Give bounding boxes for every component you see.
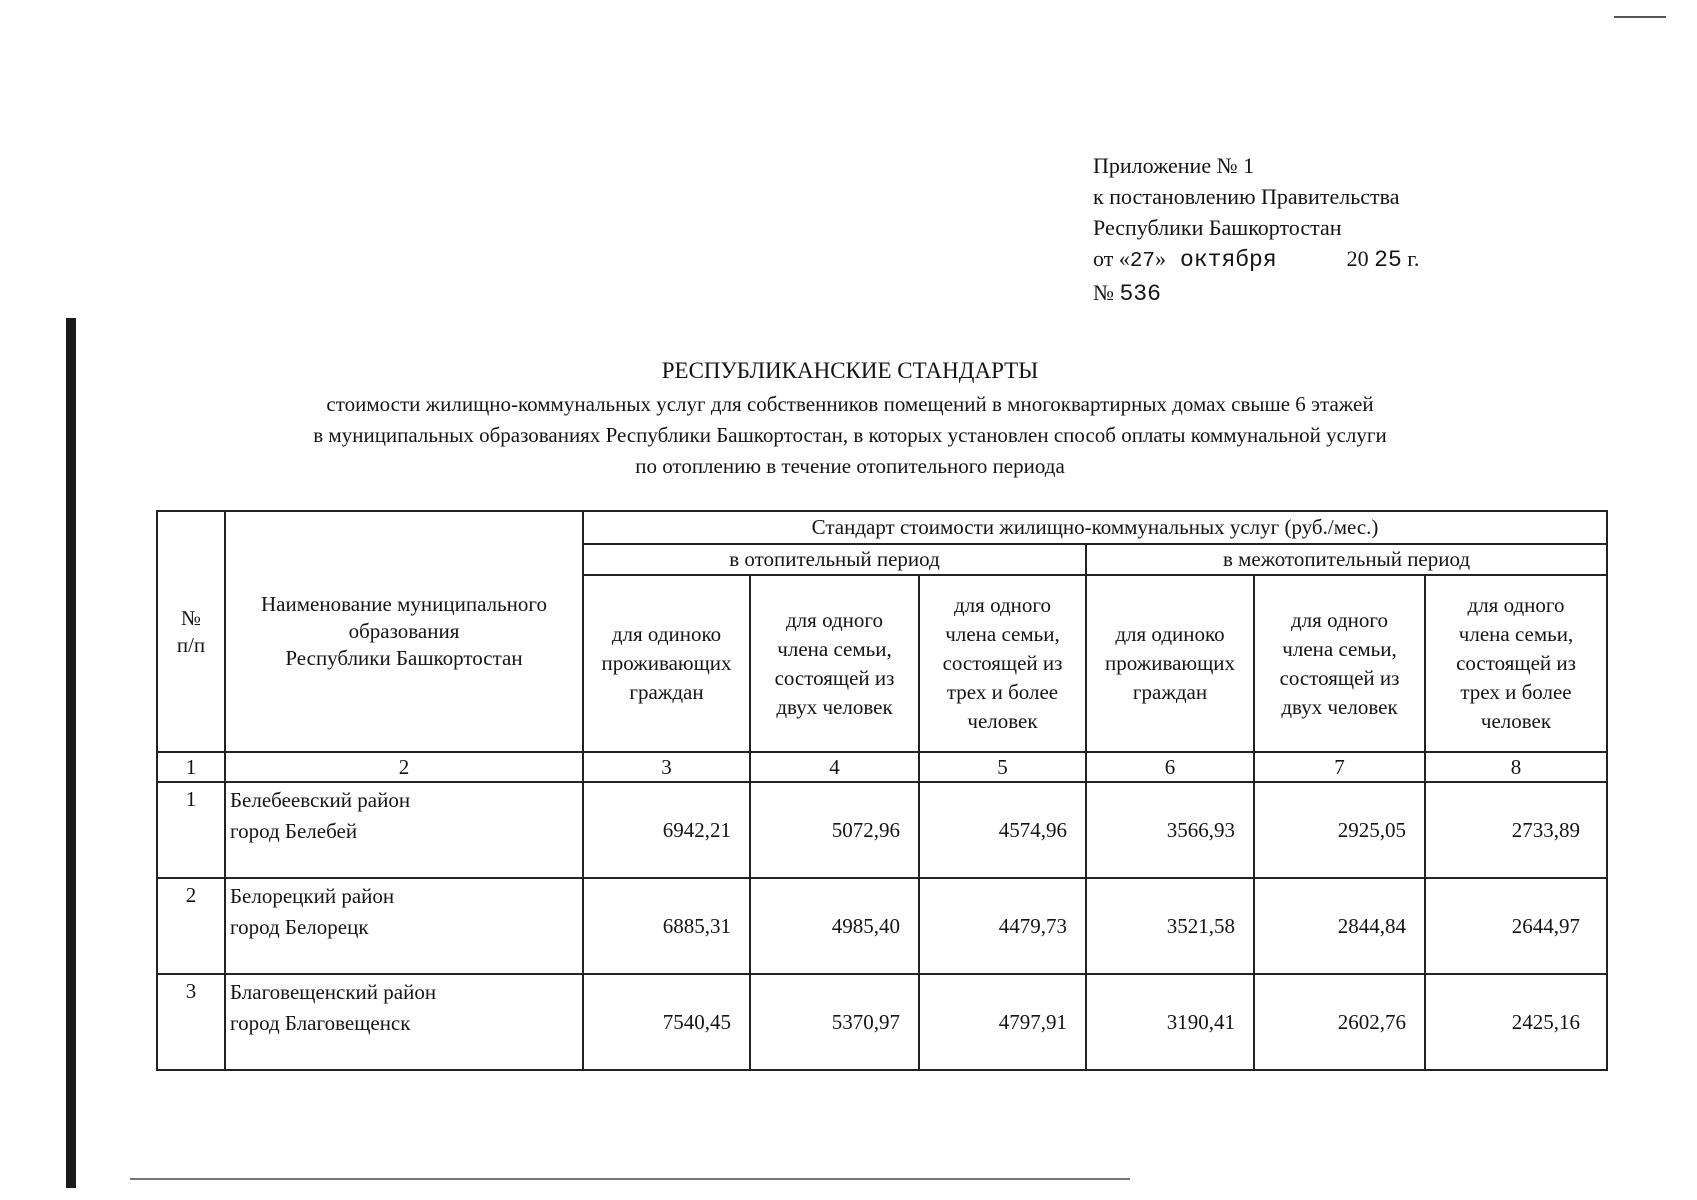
scan-mark-top bbox=[1614, 16, 1666, 18]
value-cell: 6942,21 bbox=[583, 782, 750, 878]
appendix-date bbox=[1093, 243, 1419, 277]
table-row bbox=[157, 878, 1607, 974]
header-col-5-line-2: члена семьи, bbox=[945, 622, 1060, 646]
appendix-line-1: Приложение № 1 bbox=[1093, 153, 1255, 178]
header-name-line-2: образования bbox=[348, 619, 460, 643]
header-col-5-line-1: для одного bbox=[954, 593, 1051, 617]
header-col-4-line-3: состоящей из bbox=[774, 665, 895, 690]
row-number: 2 bbox=[157, 878, 225, 974]
header-col-3-line-2: проживающих bbox=[601, 651, 732, 675]
value-cell: 4985,40 bbox=[750, 878, 919, 974]
value-cell: 5072,96 bbox=[750, 782, 919, 878]
date-close: » bbox=[1155, 246, 1167, 271]
appendix-line-3: Республики Башкортостан bbox=[1093, 215, 1342, 240]
header-col-4-line-2: члена семьи, bbox=[777, 636, 892, 661]
appendix-block bbox=[1093, 150, 1419, 310]
column-index: 7 bbox=[1254, 752, 1425, 782]
municipality-name bbox=[225, 782, 583, 878]
value-cell: 5370,97 bbox=[750, 974, 919, 1070]
value-cell: 2844,84 bbox=[1254, 878, 1425, 974]
header-name-line-3: Республики Башкортостан bbox=[285, 646, 523, 670]
date-year-suffix: г. bbox=[1407, 246, 1420, 271]
header-col-6 bbox=[1086, 575, 1254, 752]
header-col-5-line-4: трех и более bbox=[946, 680, 1059, 704]
header-col-7-line-4: двух человек bbox=[1281, 694, 1398, 719]
row-number: 1 bbox=[157, 782, 225, 878]
value-cell: 2925,05 bbox=[1254, 782, 1425, 878]
value-cell: 2644,97 bbox=[1425, 878, 1607, 974]
subtitle-line-2: в муниципальных образованиях Республики Башкортостан, в которых установлен способ оплаты коммунальной услуги bbox=[313, 423, 1387, 447]
city-name: город Благовещенск bbox=[230, 1011, 411, 1035]
header-col-7-line-2: члена семьи, bbox=[1282, 636, 1397, 661]
column-index: 1 bbox=[157, 752, 225, 782]
document-title: РЕСПУБЛИКАНСКИЕ СТАНДАРТЫ bbox=[661, 358, 1039, 383]
municipality-name bbox=[225, 974, 583, 1070]
subtitle-line-3: по отоплению в течение отопительного периода bbox=[635, 454, 1065, 478]
date-year: 25 bbox=[1374, 247, 1402, 273]
header-col-5 bbox=[919, 575, 1086, 752]
header-group: Стандарт стоимости жилищно-коммунальных услуг (руб./мес.) bbox=[583, 511, 1607, 544]
date-day: 27 bbox=[1129, 250, 1156, 273]
header-col-8-line-3: состоящей из bbox=[1456, 651, 1576, 675]
header-nonheating-period: в межотопительный период bbox=[1086, 544, 1607, 575]
header-col-8-line-5: человек bbox=[1480, 709, 1552, 733]
header-col-8-line-2: члена семьи, bbox=[1458, 622, 1574, 646]
header-col-6-line-3: граждан bbox=[1132, 680, 1208, 704]
date-year-prefix: 20 bbox=[1346, 246, 1375, 271]
number-prefix: № bbox=[1093, 280, 1114, 305]
table-row bbox=[157, 974, 1607, 1070]
column-index: 3 bbox=[583, 752, 750, 782]
value-cell: 2602,76 bbox=[1254, 974, 1425, 1070]
header-name bbox=[225, 511, 583, 752]
value-cell: 2733,89 bbox=[1425, 782, 1607, 878]
row-number: 3 bbox=[157, 974, 225, 1070]
header-col-3 bbox=[583, 575, 750, 752]
column-index-row bbox=[157, 752, 1607, 782]
document-subtitle bbox=[200, 389, 1500, 482]
header-name-line-1: Наименование муниципального bbox=[261, 592, 547, 616]
header-col-4-line-1: для одного bbox=[786, 607, 883, 632]
header-num-line-2: п/п bbox=[176, 632, 206, 657]
appendix-line-2: к постановлению Правительства bbox=[1093, 184, 1400, 209]
header-col-4-line-4: двух человек bbox=[776, 694, 893, 719]
city-name: город Белорецк bbox=[230, 915, 369, 939]
value-cell: 3190,41 bbox=[1086, 974, 1254, 1070]
header-col-6-line-1: для одиноко bbox=[1115, 622, 1225, 646]
header-col-3-line-1: для одиноко bbox=[611, 622, 722, 646]
column-index: 4 bbox=[750, 752, 919, 782]
value-cell: 2425,16 bbox=[1425, 974, 1607, 1070]
district-name: Белебеевский район bbox=[230, 788, 411, 812]
header-col-8-line-4: трех и более bbox=[1460, 680, 1572, 704]
header-col-7-line-1: для одного bbox=[1291, 607, 1388, 632]
title-block bbox=[200, 356, 1500, 482]
city-name: город Белебей bbox=[230, 819, 358, 843]
number-value: 536 bbox=[1119, 281, 1161, 307]
header-col-7 bbox=[1254, 575, 1425, 752]
column-index: 5 bbox=[919, 752, 1086, 782]
header-col-4 bbox=[750, 575, 919, 752]
standards-table bbox=[156, 510, 1608, 1071]
header-col-3-line-3: граждан bbox=[629, 680, 704, 704]
header-col-6-line-2: проживающих bbox=[1104, 651, 1236, 675]
column-index: 6 bbox=[1086, 752, 1254, 782]
appendix-number bbox=[1093, 277, 1419, 310]
value-cell: 3566,93 bbox=[1086, 782, 1254, 878]
header-num-line-1: № bbox=[180, 605, 202, 630]
column-index: 8 bbox=[1425, 752, 1607, 782]
value-cell: 6885,31 bbox=[583, 878, 750, 974]
district-name: Белорецкий район bbox=[230, 884, 395, 908]
value-cell: 4479,73 bbox=[919, 878, 1086, 974]
header-col-7-line-3: состоящей из bbox=[1279, 665, 1400, 690]
subtitle-line-1: стоимости жилищно-коммунальных услуг для собственников помещений в многоквартирных домах свыше 6 этажей bbox=[326, 392, 1374, 416]
date-month: октября bbox=[1180, 247, 1277, 273]
header-heating-period: в отопительный период bbox=[583, 544, 1086, 575]
date-prefix: от « bbox=[1093, 246, 1130, 271]
district-name: Благовещенский район bbox=[230, 980, 437, 1004]
scan-border-bottom bbox=[130, 1178, 1130, 1180]
municipality-name bbox=[225, 878, 583, 974]
value-cell: 4574,96 bbox=[919, 782, 1086, 878]
column-index: 2 bbox=[225, 752, 583, 782]
header-col-8 bbox=[1425, 575, 1607, 752]
header-num bbox=[157, 511, 225, 752]
scan-border-left bbox=[66, 318, 76, 1188]
header-col-5-line-3: состоящей из bbox=[942, 651, 1063, 675]
table-row bbox=[157, 782, 1607, 878]
value-cell: 4797,91 bbox=[919, 974, 1086, 1070]
header-col-5-line-5: человек bbox=[967, 709, 1038, 733]
value-cell: 3521,58 bbox=[1086, 878, 1254, 974]
value-cell: 7540,45 bbox=[583, 974, 750, 1070]
header-col-8-line-1: для одного bbox=[1467, 593, 1565, 617]
